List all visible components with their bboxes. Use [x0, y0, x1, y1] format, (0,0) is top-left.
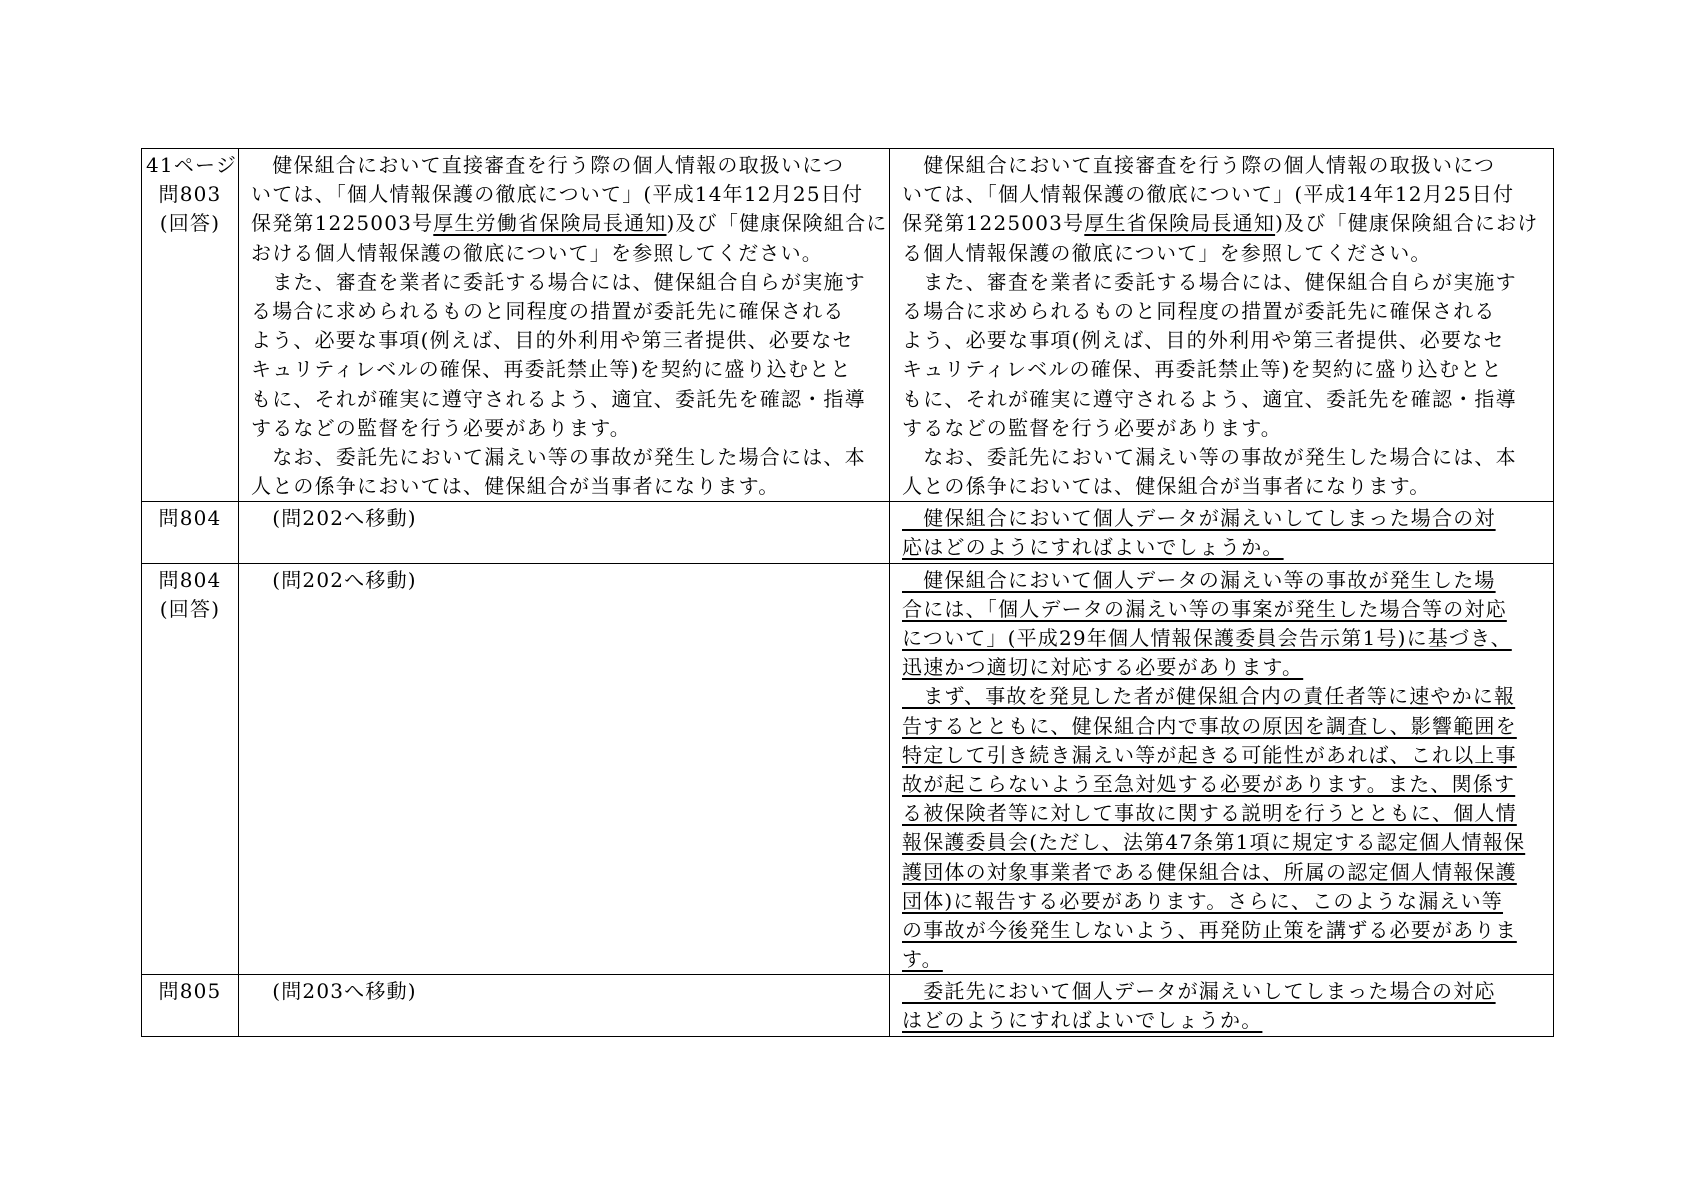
underlined-text: 厚生労働省保険局長通知: [433, 211, 667, 236]
underlined-text: 護団体の対象事業者である健保組合は、所属の認定個人情報保護: [902, 859, 1517, 884]
question-label-cell: [142, 149, 239, 502]
question-label: 問803: [158, 182, 222, 207]
underlined-text: す。: [902, 947, 943, 972]
old-text-cell: [239, 502, 890, 563]
text-line: [902, 916, 1543, 945]
text-segment: (問202へ移動): [251, 567, 417, 592]
text-segment: いては、「個人情報保護の徹底について」(平成14年12月25日付: [902, 182, 1515, 207]
text-line: [902, 887, 1543, 916]
text-line: [902, 712, 1543, 741]
text-line: [251, 268, 879, 297]
table-row: [142, 502, 1554, 563]
new-text-cell: [890, 149, 1554, 502]
text-line: [902, 180, 1543, 209]
text-line: [902, 799, 1543, 828]
text-line: [251, 355, 879, 384]
underlined-text: る被保険者等に対して事故に関する説明を行うとともに、個人情: [902, 801, 1517, 826]
text-segment: )及び「健康保険組合に: [666, 211, 888, 236]
text-line: [902, 239, 1543, 268]
underlined-text: 健保組合において個人データが漏えいしてしまった場合の対: [902, 506, 1496, 531]
text-line: [902, 1006, 1543, 1035]
old-text-cell: [239, 149, 890, 502]
text-line: [251, 209, 888, 238]
underlined-text: 合には、「個人データの漏えい等の事案が発生した場合等の対応: [902, 596, 1507, 621]
table-row: [142, 975, 1554, 1036]
text-line: [251, 977, 879, 1006]
question-label: (回答): [159, 211, 221, 236]
text-line: [902, 741, 1543, 770]
underlined-text: 応はどのようにすればよいでしょうか。: [902, 535, 1284, 560]
table-row: [142, 149, 1554, 502]
text-segment: る場合に求められるものと同程度の措置が委託先に確保される: [902, 298, 1496, 323]
new-text-cell: [890, 975, 1554, 1036]
text-line: [902, 566, 1543, 595]
text-segment: するなどの監督を行う必要があります。: [902, 415, 1282, 440]
question-label: 41ページ: [146, 153, 238, 177]
text-line: [251, 443, 879, 472]
text-line: [902, 595, 1543, 624]
underlined-text: 迅速かつ適切に対応する必要があります。: [902, 655, 1304, 680]
table-row: [142, 563, 1554, 975]
text-segment: また、審査を業者に委託する場合には、健保組合自らが実施す: [902, 269, 1517, 294]
underlined-text: 厚生省保険局長通知: [1084, 211, 1276, 236]
text-line: [902, 653, 1543, 682]
old-text-cell: [239, 563, 890, 975]
text-segment: (問203へ移動): [251, 979, 417, 1004]
table-body: [142, 149, 1554, 1037]
old-text-cell: [239, 975, 890, 1036]
text-segment: よう、必要な事項(例えば、目的外利用や第三者提供、必要なセ: [251, 328, 854, 353]
underlined-text: 故が起こらないよう至急対処する必要があります。また、関係す: [902, 771, 1516, 796]
comparison-table: [141, 148, 1554, 1037]
text-line: [251, 297, 879, 326]
underlined-text: 健保組合において個人データの漏えい等の事故が発生した場: [902, 567, 1496, 592]
text-line: [251, 566, 879, 595]
text-line: [251, 385, 879, 414]
text-segment: (問202へ移動): [251, 506, 417, 531]
underlined-text: 委託先において個人データが漏えいしてしまった場合の対応: [902, 979, 1496, 1004]
text-line: [251, 414, 879, 443]
underlined-text: 特定して引き続き漏えい等が起きる可能性があれば、これ以上事: [902, 742, 1517, 767]
text-line: [902, 443, 1543, 472]
text-segment: )及び「健康保険組合におけ: [1275, 211, 1539, 236]
text-line: [902, 770, 1543, 799]
text-segment: よう、必要な事項(例えば、目的外利用や第三者提供、必要なセ: [902, 328, 1505, 353]
text-segment: キュリティレベルの確保、再委託禁止等)を契約に盛り込むとと: [902, 357, 1503, 382]
text-segment: 人との係争においては、健保組合が当事者になります。: [251, 474, 780, 499]
text-line: [902, 268, 1543, 297]
text-segment: る場合に求められるものと同程度の措置が委託先に確保される: [251, 298, 845, 323]
new-text-cell: [890, 563, 1554, 975]
text-line: [902, 504, 1543, 533]
text-segment: また、審査を業者に委託する場合には、健保組合自らが実施す: [251, 269, 866, 294]
text-segment: 人との係争においては、健保組合が当事者になります。: [902, 474, 1431, 499]
text-segment: 健保組合において直接審査を行う際の個人情報の取扱いにつ: [251, 153, 845, 177]
text-line: [902, 472, 1543, 501]
text-segment: 保発第1225003号: [902, 211, 1085, 236]
new-text-cell: [890, 502, 1554, 563]
underlined-text: まず、事故を発見した者が健保組合内の責任者等に速やかに報: [902, 684, 1516, 709]
text-segment: もに、それが確実に遵守されるよう、適宜、委託先を確認・指導: [902, 386, 1517, 411]
text-segment: もに、それが確実に遵守されるよう、適宜、委託先を確認・指導: [251, 386, 866, 411]
question-label-cell: [142, 975, 239, 1036]
text-line: [902, 624, 1543, 653]
text-segment: なお、委託先において漏えい等の事故が発生した場合には、本: [251, 444, 866, 469]
text-line: [251, 239, 879, 268]
underlined-text: 団体)に報告する必要があります。さらに、このような漏えい等: [902, 888, 1504, 913]
underlined-text: 告するとともに、健保組合内で事故の原因を調査し、影響範囲を: [902, 713, 1517, 738]
text-line: [902, 533, 1543, 562]
text-line: [902, 945, 1543, 974]
text-segment: いては、「個人情報保護の徹底について」(平成14年12月25日付: [251, 182, 864, 207]
text-line: [902, 828, 1543, 857]
text-segment: 保発第1225003号: [251, 211, 434, 236]
question-label: (回答): [159, 596, 221, 621]
text-line: [902, 151, 1543, 180]
text-line: [902, 209, 1543, 238]
text-line: [251, 504, 879, 533]
text-segment: おける個人情報保護の徹底について」を参照してください。: [251, 240, 823, 265]
text-segment: キュリティレベルの確保、再委託禁止等)を契約に盛り込むとと: [251, 357, 852, 382]
question-label-cell: [142, 502, 239, 563]
text-line: [902, 858, 1543, 887]
underlined-text: について」(平成29年個人情報保護委員会告示第1号)に基づき、: [902, 626, 1512, 650]
text-segment: なお、委託先において漏えい等の事故が発生した場合には、本: [902, 444, 1517, 469]
text-line: [902, 682, 1543, 711]
text-line: [251, 472, 879, 501]
question-label: 問804: [158, 506, 222, 531]
text-segment: 健保組合において直接審査を行う際の個人情報の取扱いにつ: [902, 153, 1496, 177]
question-label: 問805: [158, 979, 222, 1004]
text-line: [902, 977, 1543, 1006]
text-line: [902, 326, 1543, 355]
text-segment: る個人情報保護の徹底について」を参照してください。: [902, 240, 1432, 265]
text-line: [251, 151, 879, 180]
text-line: [902, 355, 1543, 384]
question-label: 問804: [158, 567, 222, 592]
text-line: [902, 414, 1543, 443]
text-line: [251, 326, 879, 355]
text-line: [902, 297, 1543, 326]
underlined-text: 報保護委員会(ただし、法第47条第1項に規定する認定個人情報保: [902, 830, 1526, 855]
text-segment: するなどの監督を行う必要があります。: [251, 415, 631, 440]
underlined-text: の事故が今後発生しないよう、再発防止策を講ずる必要がありま: [902, 917, 1517, 942]
question-label-cell: [142, 563, 239, 975]
text-line: [902, 385, 1543, 414]
text-line: [251, 180, 879, 209]
underlined-text: はどのようにすればよいでしょうか。: [902, 1008, 1263, 1033]
